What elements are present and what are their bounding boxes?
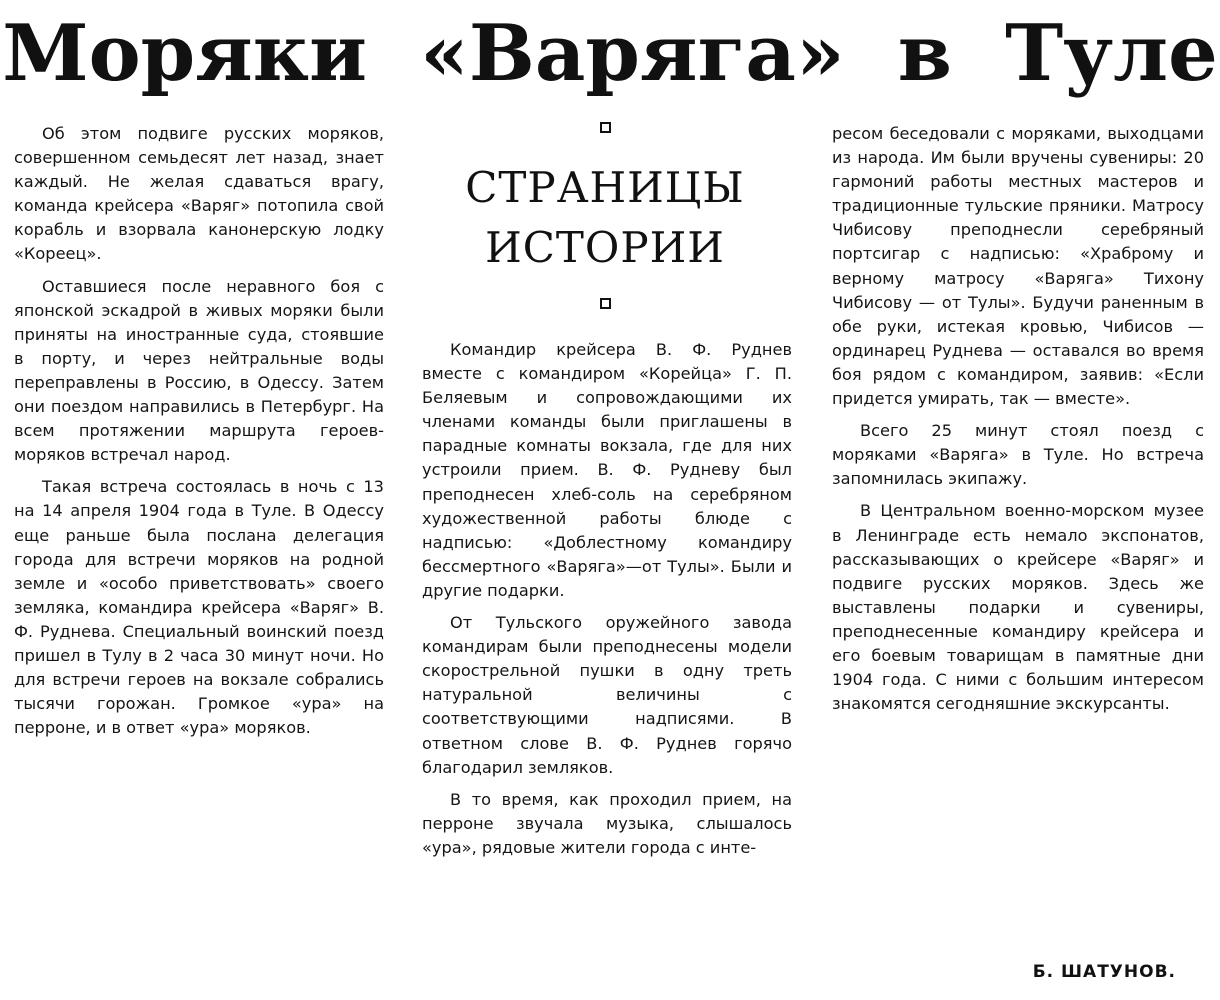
- rubric-block: [440, 120, 770, 314]
- paragraph: Оставшиеся после неравного боя с японской эскадрой в живых моряки были приняты на иностранные суда, стоявшие в порту, и через нейтральные воды переправлены в Россию, в Одессу. Затем они поездом направились в Петербург. На всем протяжении маршрута героев-моряков встречал народ.: [14, 276, 384, 465]
- paragraph: ресом беседовали с моряками, выходцами из народа. Им были вручены сувениры: 20 гармоний работы местных мастеров и традиционные тульские пряники. Матросу Чибисову преподнесли серебряный портсигар с надписью: «Храброму и верному матросу «Варяга» Тихону Чибисову — от Тулы». Будучи раненным в обе руки, истекая кровью, Чибисов — ординарец Руднева — оставался во время боя рядом с командиром, заявив: «Если придется умирать, так — вместе».: [832, 124, 1204, 409]
- article-headline: Моряки «Варяга» в Туле: [2, 8, 1218, 99]
- paragraph: Об этом подвиге русских моряков, совершенном семьдесят лет назад, знает каждый. Не желая сдаваться врагу, команда крейсера «Варяг» потопила свой корабль и взорвала канонерскую лодку «Кореец».: [14, 124, 384, 264]
- rubric-title-line: СТРАНИЦЫ: [465, 163, 745, 212]
- paragraph: Всего 25 минут стоял поезд с моряками «Варяга» в Туле. Но встреча запомнилась экипажу.: [832, 421, 1204, 489]
- square-ornament-icon: [600, 122, 611, 133]
- article-column-2: [422, 338, 792, 868]
- rubric-title-line: ИСТОРИИ: [485, 223, 725, 272]
- paragraph: Командир крейсера В. Ф. Руднев вместе с командиром «Корейца» Г. П. Беляевым и сопровождающими их членами команды были приглашены в парадные комнаты вокзала, где для них устроили прием. В. Ф. Рудневу был преподнесен хлеб-соль на серебряном художественной работы блюде с надписью: «Доблестному командиру бессмертного «Варяга»—от Тулы». Были и другие подарки.: [422, 340, 792, 600]
- article-column-1: [14, 122, 384, 748]
- paragraph: Такая встреча состоялась в ночь с 13 на 14 апреля 1904 года в Туле. В Одессу еще раньше была послана делегация города для встречи моряков на родной земле и «особо приветствовать» своего земляка, командира крейсера «Варяг» В. Ф. Руднева. Специальный воинский поезд пришел в Тулу в 2 часа 30 минут ночи. Но для встречи героев на вокзале собрались тысячи горожан. Громкое «ура» на перроне, и в ответ «ура» моряков.: [14, 477, 384, 738]
- paragraph: В Центральном военно-морском музее в Ленинграде есть немало экспонатов, рассказывающих о крейсере «Варяг» и подвиге русских моряков. Здесь же выставлены подарки и сувениры, преподнесенные командиру крейсера и его боевым товарищам в памятные дни 1904 года. С ними с большим интересом знакомятся сегодняшние экскурсанты.: [832, 501, 1204, 714]
- article-column-3: [832, 122, 1204, 724]
- paragraph: От Тульского оружейного завода командирам были преподнесены модели скорострельной пушки в одну треть натуральной величины с соответствующими надписями. В ответном слове В. Ф. Руднев горячо благодарил земляков.: [422, 613, 792, 777]
- author-signature: Б. ШАТУНОВ.: [1032, 962, 1176, 982]
- rubric-title: [440, 158, 770, 278]
- paragraph: В то время, как проходил прием, на перроне звучала музыка, слышалось «ура», рядовые жители города с инте-: [422, 789, 792, 857]
- square-ornament-icon: [600, 298, 611, 309]
